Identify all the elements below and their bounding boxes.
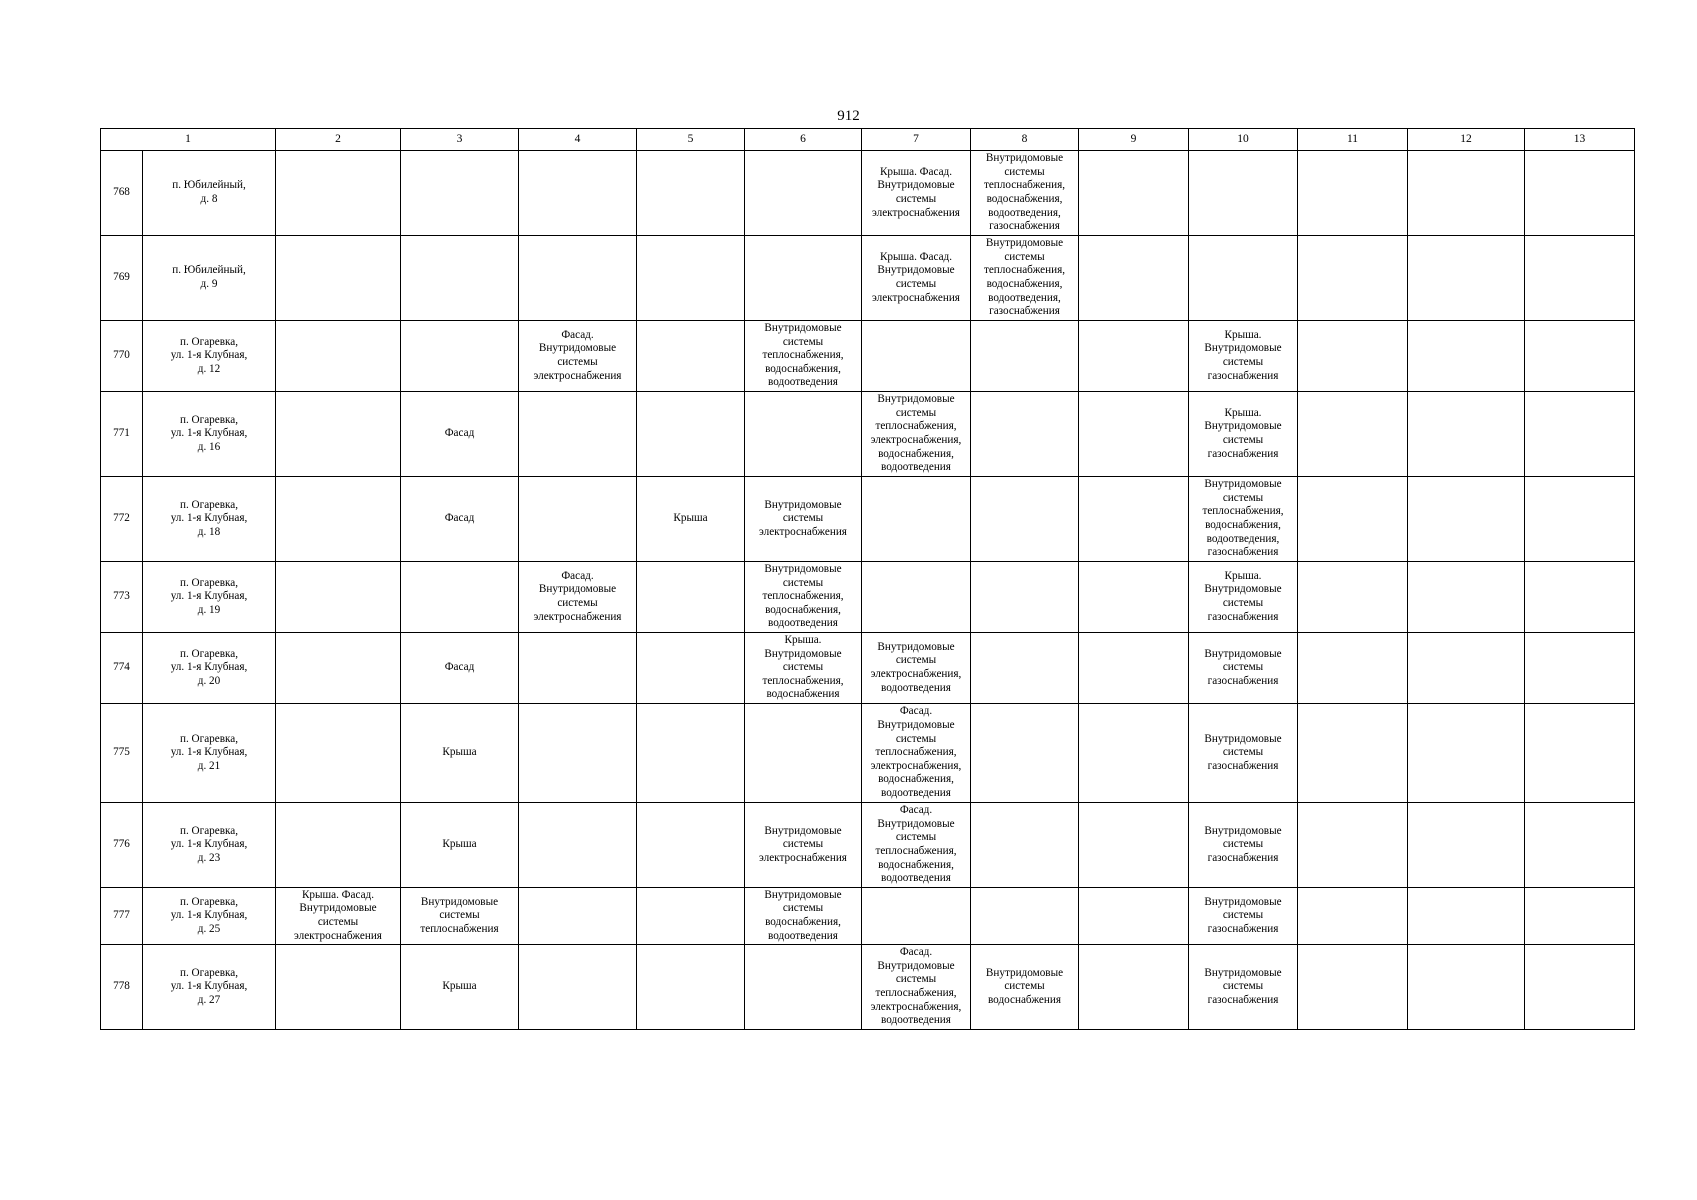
work-cell-col-3: Фасад <box>401 392 519 477</box>
work-cell-col-11 <box>1298 236 1408 321</box>
work-cell-col-8: Внутридомовые системы водоснабжения <box>971 945 1079 1030</box>
work-cell-col-10 <box>1189 151 1298 236</box>
work-cell-col-2 <box>276 562 401 633</box>
work-cell-col-4 <box>519 888 637 945</box>
work-cell-col-8: Внутридомовые системы теплоснабжения, водоснабжения, водоотведения, газоснабжения <box>971 236 1079 321</box>
work-cell-col-3: Фасад <box>401 477 519 562</box>
work-cell-col-8 <box>971 562 1079 633</box>
work-cell-col-3: Крыша <box>401 704 519 803</box>
work-cell-col-8 <box>971 704 1079 803</box>
work-cell-col-3 <box>401 151 519 236</box>
row-number: 768 <box>101 151 143 236</box>
work-cell-col-11 <box>1298 477 1408 562</box>
work-cell-col-9 <box>1079 151 1189 236</box>
row-number: 772 <box>101 477 143 562</box>
work-cell-col-2 <box>276 392 401 477</box>
table-row <box>101 888 1635 945</box>
work-cell-col-9 <box>1079 321 1189 392</box>
work-cell-col-13 <box>1525 392 1635 477</box>
work-cell-col-3: Внутридомовые системы теплоснабжения <box>401 888 519 945</box>
work-cell-col-6: Внутридомовые системы водоснабжения, водоотведения <box>745 888 862 945</box>
work-cell-col-7: Фасад. Внутридомовые системы теплоснабжения, электроснабжения, водоотведения <box>862 945 971 1030</box>
work-cell-col-2 <box>276 151 401 236</box>
work-cell-col-9 <box>1079 888 1189 945</box>
work-cell-col-6: Крыша. Внутридомовые системы теплоснабжения, водоснабжения <box>745 633 862 704</box>
work-cell-col-6 <box>745 704 862 803</box>
work-cell-col-13 <box>1525 704 1635 803</box>
work-cell-col-12 <box>1408 392 1525 477</box>
work-cell-col-7: Фасад. Внутридомовые системы теплоснабжения, водоснабжения, водоотведения <box>862 803 971 888</box>
row-number: 778 <box>101 945 143 1030</box>
work-cell-col-10: Внутридомовые системы газоснабжения <box>1189 945 1298 1030</box>
work-cell-col-10: Крыша. Внутридомовые системы газоснабжения <box>1189 562 1298 633</box>
column-header-2: 2 <box>276 129 401 151</box>
work-cell-col-9 <box>1079 236 1189 321</box>
column-header-9: 9 <box>1079 129 1189 151</box>
work-cell-col-11 <box>1298 321 1408 392</box>
address-cell: п. Огаревка, ул. 1-я Клубная, д. 18 <box>143 477 276 562</box>
work-cell-col-13 <box>1525 888 1635 945</box>
work-cell-col-11 <box>1298 888 1408 945</box>
table-header-row <box>101 129 1635 151</box>
address-cell: п. Огаревка, ул. 1-я Клубная, д. 12 <box>143 321 276 392</box>
work-cell-col-8: Внутридомовые системы теплоснабжения, водоснабжения, водоотведения, газоснабжения <box>971 151 1079 236</box>
work-cell-col-7: Внутридомовые системы электроснабжения, водоотведения <box>862 633 971 704</box>
work-cell-col-12 <box>1408 236 1525 321</box>
work-cell-col-8 <box>971 888 1079 945</box>
work-cell-col-10: Крыша. Внутридомовые системы газоснабжения <box>1189 392 1298 477</box>
work-cell-col-13 <box>1525 562 1635 633</box>
work-cell-col-6 <box>745 151 862 236</box>
table-row <box>101 151 1635 236</box>
work-cell-col-5 <box>637 321 745 392</box>
work-cell-col-13 <box>1525 803 1635 888</box>
work-cell-col-9 <box>1079 477 1189 562</box>
work-cell-col-3 <box>401 321 519 392</box>
work-cell-col-9 <box>1079 392 1189 477</box>
work-cell-col-10: Внутридомовые системы газоснабжения <box>1189 803 1298 888</box>
row-number: 774 <box>101 633 143 704</box>
work-cell-col-5 <box>637 392 745 477</box>
page-number: 912 <box>837 108 860 124</box>
table-row <box>101 236 1635 321</box>
work-cell-col-5 <box>637 562 745 633</box>
table-row <box>101 562 1635 633</box>
column-header-7: 7 <box>862 129 971 151</box>
table-body <box>101 129 1635 1030</box>
work-cell-col-7 <box>862 888 971 945</box>
work-cell-col-13 <box>1525 151 1635 236</box>
table-row <box>101 633 1635 704</box>
column-header-13: 13 <box>1525 129 1635 151</box>
work-cell-col-4 <box>519 236 637 321</box>
work-cell-col-8 <box>971 477 1079 562</box>
work-cell-col-6 <box>745 236 862 321</box>
table-row <box>101 704 1635 803</box>
work-cell-col-2 <box>276 321 401 392</box>
column-header-8: 8 <box>971 129 1079 151</box>
work-cell-col-11 <box>1298 704 1408 803</box>
work-cell-col-11 <box>1298 633 1408 704</box>
work-cell-col-6: Внутридомовые системы электроснабжения <box>745 803 862 888</box>
column-header-1: 1 <box>101 129 276 151</box>
column-header-5: 5 <box>637 129 745 151</box>
column-header-3: 3 <box>401 129 519 151</box>
address-cell: п. Огаревка, ул. 1-я Клубная, д. 25 <box>143 888 276 945</box>
work-cell-col-2 <box>276 803 401 888</box>
work-cell-col-6: Внутридомовые системы теплоснабжения, водоснабжения, водоотведения <box>745 321 862 392</box>
work-cell-col-13 <box>1525 633 1635 704</box>
work-cell-col-11 <box>1298 803 1408 888</box>
work-cell-col-10: Внутридомовые системы газоснабжения <box>1189 888 1298 945</box>
address-cell: п. Огаревка, ул. 1-я Клубная, д. 19 <box>143 562 276 633</box>
work-cell-col-10: Крыша. Внутридомовые системы газоснабжения <box>1189 321 1298 392</box>
work-cell-col-9 <box>1079 562 1189 633</box>
work-cell-col-2 <box>276 477 401 562</box>
row-number: 771 <box>101 392 143 477</box>
work-cell-col-7: Крыша. Фасад. Внутридомовые системы электроснабжения <box>862 151 971 236</box>
work-cell-col-9 <box>1079 704 1189 803</box>
work-cell-col-7 <box>862 562 971 633</box>
table-row <box>101 321 1635 392</box>
work-cell-col-5 <box>637 236 745 321</box>
column-header-11: 11 <box>1298 129 1408 151</box>
work-cell-col-2 <box>276 704 401 803</box>
table-row <box>101 392 1635 477</box>
work-cell-col-2 <box>276 633 401 704</box>
address-cell: п. Огаревка, ул. 1-я Клубная, д. 27 <box>143 945 276 1030</box>
address-cell: п. Огаревка, ул. 1-я Клубная, д. 16 <box>143 392 276 477</box>
work-cell-col-12 <box>1408 945 1525 1030</box>
column-header-6: 6 <box>745 129 862 151</box>
row-number: 777 <box>101 888 143 945</box>
work-cell-col-13 <box>1525 477 1635 562</box>
work-cell-col-5: Крыша <box>637 477 745 562</box>
work-cell-col-6 <box>745 945 862 1030</box>
work-cell-col-3: Крыша <box>401 945 519 1030</box>
work-cell-col-10: Внутридомовые системы газоснабжения <box>1189 633 1298 704</box>
work-cell-col-12 <box>1408 888 1525 945</box>
work-cell-col-2 <box>276 945 401 1030</box>
column-header-10: 10 <box>1189 129 1298 151</box>
work-cell-col-8 <box>971 633 1079 704</box>
work-cell-col-11 <box>1298 151 1408 236</box>
work-cell-col-13 <box>1525 321 1635 392</box>
work-cell-col-8 <box>971 392 1079 477</box>
work-cell-col-9 <box>1079 633 1189 704</box>
work-cell-col-9 <box>1079 803 1189 888</box>
work-cell-col-5 <box>637 633 745 704</box>
work-cell-col-2 <box>276 236 401 321</box>
work-cell-col-7: Крыша. Фасад. Внутридомовые системы электроснабжения <box>862 236 971 321</box>
work-cell-col-13 <box>1525 945 1635 1030</box>
work-cell-col-4 <box>519 945 637 1030</box>
work-cell-col-8 <box>971 321 1079 392</box>
work-cell-col-5 <box>637 945 745 1030</box>
address-cell: п. Огаревка, ул. 1-я Клубная, д. 20 <box>143 633 276 704</box>
column-header-12: 12 <box>1408 129 1525 151</box>
work-cell-col-13 <box>1525 236 1635 321</box>
work-cell-col-6 <box>745 392 862 477</box>
work-cell-col-4 <box>519 392 637 477</box>
address-cell: п. Юбилейный, д. 8 <box>143 151 276 236</box>
work-cell-col-12 <box>1408 633 1525 704</box>
work-cell-col-5 <box>637 803 745 888</box>
work-cell-col-3: Фасад <box>401 633 519 704</box>
work-cell-col-4 <box>519 151 637 236</box>
work-cell-col-3: Крыша <box>401 803 519 888</box>
work-cell-col-7: Внутридомовые системы теплоснабжения, электроснабжения, водоснабжения, водоотведения <box>862 392 971 477</box>
work-cell-col-7 <box>862 321 971 392</box>
row-number: 775 <box>101 704 143 803</box>
work-cell-col-6: Внутридомовые системы теплоснабжения, водоснабжения, водоотведения <box>745 562 862 633</box>
work-cell-col-4 <box>519 704 637 803</box>
work-cell-col-5 <box>637 704 745 803</box>
work-cell-col-5 <box>637 151 745 236</box>
work-cell-col-12 <box>1408 321 1525 392</box>
work-cell-col-7: Фасад. Внутридомовые системы теплоснабжения, электроснабжения, водоснабжения, водоотведения <box>862 704 971 803</box>
work-cell-col-4 <box>519 477 637 562</box>
work-cell-col-12 <box>1408 477 1525 562</box>
column-header-4: 4 <box>519 129 637 151</box>
work-cell-col-10: Внутридомовые системы газоснабжения <box>1189 704 1298 803</box>
work-cell-col-12 <box>1408 803 1525 888</box>
row-number: 773 <box>101 562 143 633</box>
work-cell-col-12 <box>1408 562 1525 633</box>
work-cell-col-4 <box>519 633 637 704</box>
work-cell-col-12 <box>1408 151 1525 236</box>
work-cell-col-11 <box>1298 562 1408 633</box>
row-number: 776 <box>101 803 143 888</box>
work-cell-col-6: Внутридомовые системы электроснабжения <box>745 477 862 562</box>
table-row <box>101 945 1635 1030</box>
work-cell-col-3 <box>401 236 519 321</box>
repair-schedule-table <box>100 128 1635 1030</box>
work-cell-col-9 <box>1079 945 1189 1030</box>
work-cell-col-10: Внутридомовые системы теплоснабжения, водоснабжения, водоотведения, газоснабжения <box>1189 477 1298 562</box>
row-number: 769 <box>101 236 143 321</box>
work-cell-col-11 <box>1298 945 1408 1030</box>
work-cell-col-4 <box>519 803 637 888</box>
work-cell-col-10 <box>1189 236 1298 321</box>
work-cell-col-12 <box>1408 704 1525 803</box>
work-cell-col-11 <box>1298 392 1408 477</box>
address-cell: п. Огаревка, ул. 1-я Клубная, д. 23 <box>143 803 276 888</box>
work-cell-col-4: Фасад. Внутридомовые системы электроснабжения <box>519 321 637 392</box>
work-cell-col-3 <box>401 562 519 633</box>
work-cell-col-7 <box>862 477 971 562</box>
table-row <box>101 803 1635 888</box>
work-cell-col-2: Крыша. Фасад. Внутридомовые системы электроснабжения <box>276 888 401 945</box>
address-cell: п. Огаревка, ул. 1-я Клубная, д. 21 <box>143 704 276 803</box>
table-row <box>101 477 1635 562</box>
address-cell: п. Юбилейный, д. 9 <box>143 236 276 321</box>
row-number: 770 <box>101 321 143 392</box>
work-cell-col-8 <box>971 803 1079 888</box>
work-cell-col-5 <box>637 888 745 945</box>
work-cell-col-4: Фасад. Внутридомовые системы электроснабжения <box>519 562 637 633</box>
